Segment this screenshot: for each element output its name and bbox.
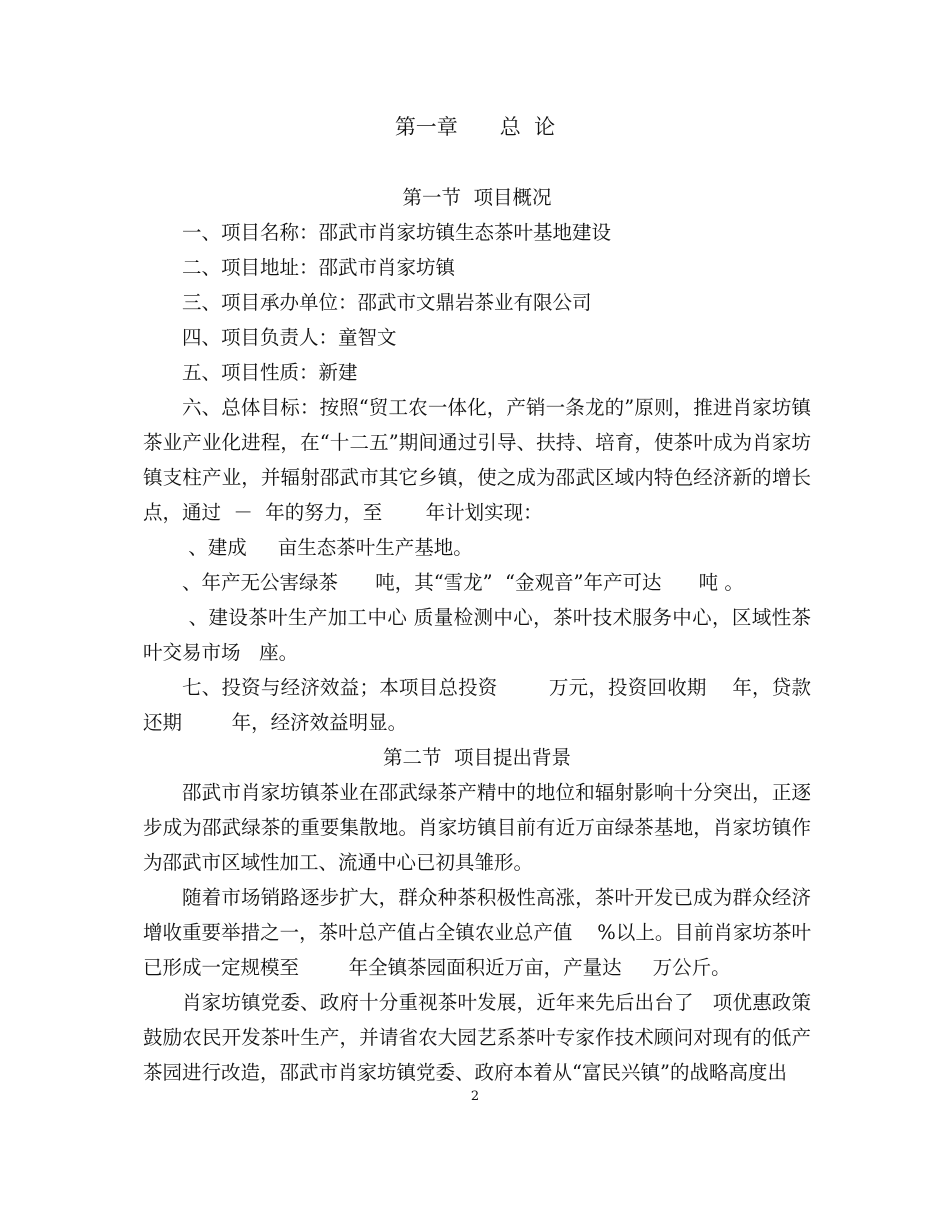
item-project-address: 二、项目地址：邵武市肖家坊镇: [182, 256, 456, 279]
goal-item: 、建成 亩生态茶叶生产基地。: [182, 536, 473, 559]
background-paragraph: 肖家坊镇党委、政府十分重视茶叶发展，近年来先后出台了 项优惠政策鼓励农民开发茶叶生产，并请省农大园艺系茶叶专家作技术顾问对现有的低产茶园进行改造，邵武市肖家坊镇党委、政府本着从“富民兴镇”的战略高度出: [143, 991, 811, 1084]
page-number: 2: [470, 1089, 480, 1104]
item-investment: 七、投资与经济效益；本项目总投资 万元，投资回收期 年，贷款还期 年，经济效益明显。: [143, 676, 811, 734]
goal-item: 、建设茶叶生产加工中心 质量检测中心，茶叶技术服务中心，区域性茶叶交易市场 座。: [143, 606, 811, 664]
section-title-overview: 第一节 项目概况: [402, 186, 552, 209]
item-project-name: 一、项目名称：邵武市肖家坊镇生态茶叶基地建设: [182, 221, 612, 244]
body-text: [143, 180, 811, 1090]
item-project-undertaker: 三、项目承办单位：邵武市文鼎岩茶业有限公司: [182, 291, 592, 314]
goal-item: 、年产无公害绿茶 吨，其“雪龙” “金观音”年产可达 吨 。: [182, 571, 744, 594]
item-project-leader: 四、项目负责人：童智文: [182, 326, 397, 349]
chapter-title: 第一章 总 论: [394, 115, 556, 139]
section-title-background: 第二节 项目提出背景: [383, 746, 571, 769]
item-overall-goal: 六、总体目标：按照“贸工农一体化，产销一条龙的”原则，推进肖家坊镇茶业产业化进程，在“十二五”期间通过引导、扶持、培育，使茶叶成为肖家坊镇支柱产业，并辐射邵武市其它乡镇，使之成为邵武区域内特色经济新的增长点，通过 － 年的努力，至 年计划实现：: [143, 396, 811, 524]
background-paragraph: 随着市场销路逐步扩大，群众种茶积极性高涨，茶叶开发已成为群众经济增收重要举措之一，茶叶总产值占全镇农业总产值 %以上。目前肖家坊茶叶已形成一定规模至 年全镇茶园面积近万亩，产量达 万公斤。: [143, 886, 811, 979]
item-project-nature: 五、项目性质：新建: [182, 361, 358, 384]
background-paragraph: 邵武市肖家坊镇茶业在邵武绿茶产精中的地位和辐射影响十分突出，正逐步成为邵武绿茶的重要集散地。肖家坊镇目前有近万亩绿茶基地，肖家坊镇作为邵武市区域性加工、流通中心已初具雏形。: [143, 781, 811, 874]
